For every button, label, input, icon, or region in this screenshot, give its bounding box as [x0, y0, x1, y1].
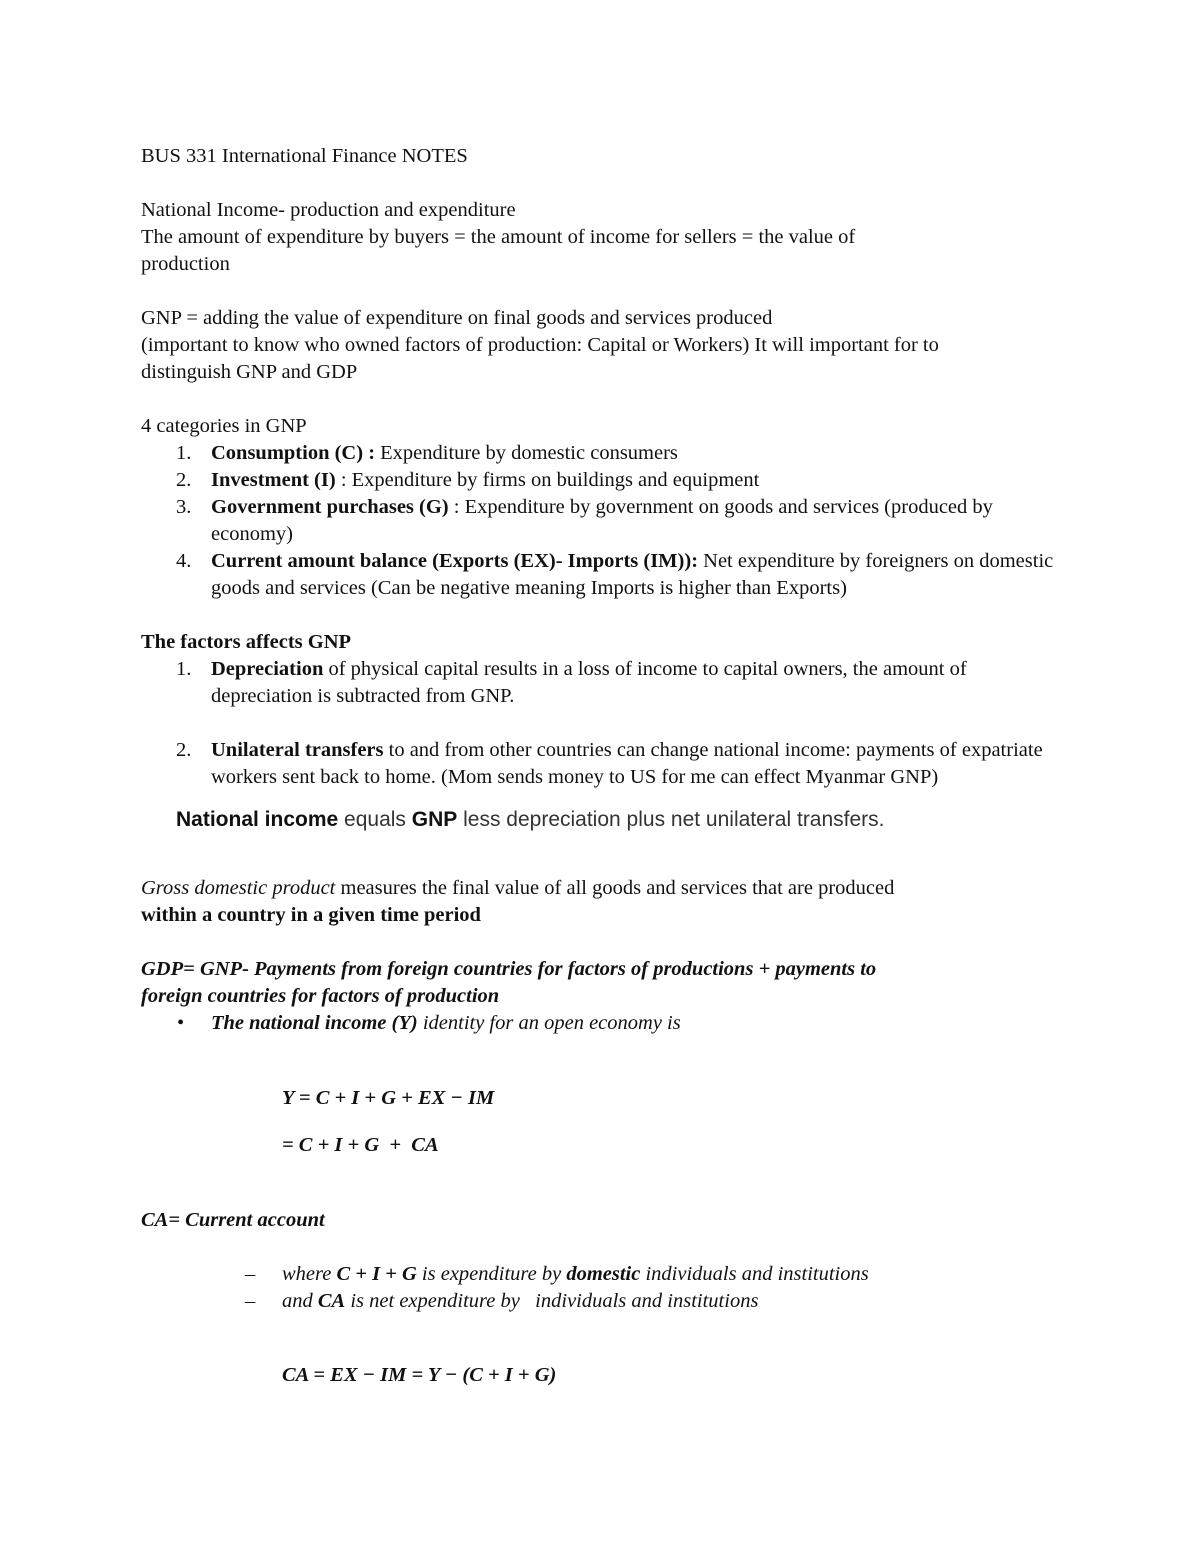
list-item	[141, 467, 1071, 494]
gdp-formula: GDP= GNP- Payments from foreign countries for factors of productions + payments to	[141, 958, 877, 980]
list-term: Consumption (C) :	[211, 442, 376, 464]
gdp-text: measures the final value of all goods and services that are produced	[335, 877, 895, 899]
gdp-bold-text: within a country in a given time period	[141, 904, 481, 926]
ca-text: and	[282, 1289, 318, 1312]
gdp-definition-cont	[141, 902, 1071, 929]
ca-text: is expenditure by	[416, 1262, 567, 1285]
bullet: •	[177, 1012, 185, 1034]
current-account-equation: CA = EX − IM = Y − (C + I + G)	[282, 1364, 557, 1386]
list-desc: Expenditure by domestic consumers	[375, 442, 678, 464]
list-term: Current amount balance (Exports (EX)- Imports (IM)):	[211, 550, 699, 572]
current-account-heading: CA= Current account	[141, 1208, 325, 1231]
gdp-formula-cont: foreign countries for factors of production	[141, 985, 500, 1007]
dash-bullet: –	[245, 1289, 256, 1312]
list-item	[141, 737, 1071, 791]
gdp-definition	[141, 875, 1071, 902]
gdp-term: Gross domestic product	[141, 877, 336, 899]
national-income-text: The amount of expenditure by buyers = the amount of income for sellers = the value of	[141, 226, 856, 248]
list-desc: to and from other countries can change national income: payments of expatriate workers sent back to home. (Mom sends money to US for me can effect Myanmar GNP)	[211, 739, 1043, 788]
national-income-heading: National Income- production and expenditure	[141, 199, 516, 221]
identity-equation: Y = C + I + G + EX − IM	[282, 1086, 495, 1109]
ni-rest: less depreciation plus net unilateral transfers.	[457, 808, 885, 831]
ni-mid: equals	[338, 808, 412, 831]
list-term: Depreciation	[211, 658, 324, 680]
gnp-definition: GNP = adding the value of expenditure on final goods and services produced	[141, 307, 773, 329]
list-spacer	[141, 710, 1071, 737]
gnp-note: (important to know who owned factors of production: Capital or Workers) It will important for to	[141, 334, 939, 356]
list-number: 2.	[176, 469, 192, 491]
ni-gnp-term: GNP	[411, 808, 458, 831]
list-item	[141, 494, 1071, 548]
list-term: Government purchases (G)	[211, 496, 449, 518]
list-number: 1.	[176, 442, 192, 464]
national-income-text-cont: production	[141, 253, 230, 275]
ca-text: where	[282, 1262, 337, 1285]
ca-bold: domestic	[566, 1262, 641, 1285]
document-title: BUS 331 International Finance NOTES	[141, 145, 468, 167]
ca-text: individuals and institutions	[640, 1262, 869, 1285]
identity-term: The national income (Y)	[211, 1012, 418, 1034]
list-term: Unilateral transfers	[211, 739, 384, 761]
list-item	[141, 548, 1071, 602]
gnp-note-cont: distinguish GNP and GDP	[141, 361, 358, 383]
factors-list	[141, 656, 1071, 791]
factors-heading-text: The factors affects GNP	[141, 631, 352, 653]
factors-heading	[141, 629, 1071, 656]
dash-bullet: –	[245, 1262, 256, 1285]
list-item	[141, 656, 1071, 710]
identity-text: identity for an open economy is	[417, 1012, 681, 1034]
categories-list	[141, 440, 1071, 602]
list-desc: Net expenditure by foreigners on domestic goods and services (Can be negative meaning Imports is higher than Exports)	[211, 550, 1054, 599]
ca-text: is net expenditure by individuals and institutions	[345, 1289, 759, 1312]
list-desc: : Expenditure by firms on buildings and equipment	[335, 469, 760, 491]
categories-heading: 4 categories in GNP	[141, 415, 307, 437]
national-income-statement	[141, 805, 1071, 835]
list-number: 3.	[176, 496, 192, 518]
document-page	[141, 143, 1071, 1410]
list-item	[141, 440, 1071, 467]
list-number: 1.	[176, 658, 192, 680]
list-term: Investment (I)	[211, 469, 336, 491]
list-number: 2.	[176, 739, 192, 761]
identity-equation-cont: = C + I + G + CA	[282, 1134, 439, 1156]
list-item	[141, 1261, 1071, 1288]
identity-bullet-item	[141, 1010, 1071, 1037]
ni-term: National income	[176, 808, 339, 831]
ca-bold: C + I + G	[336, 1262, 417, 1285]
list-item	[141, 1288, 1071, 1315]
list-number: 4.	[176, 550, 192, 572]
list-desc: : Expenditure by government on goods and services (produced by economy)	[211, 496, 993, 545]
ca-bold: CA	[317, 1289, 346, 1312]
list-desc: of physical capital results in a loss of income to capital owners, the amount of depreciation is subtracted from GNP.	[211, 658, 967, 707]
